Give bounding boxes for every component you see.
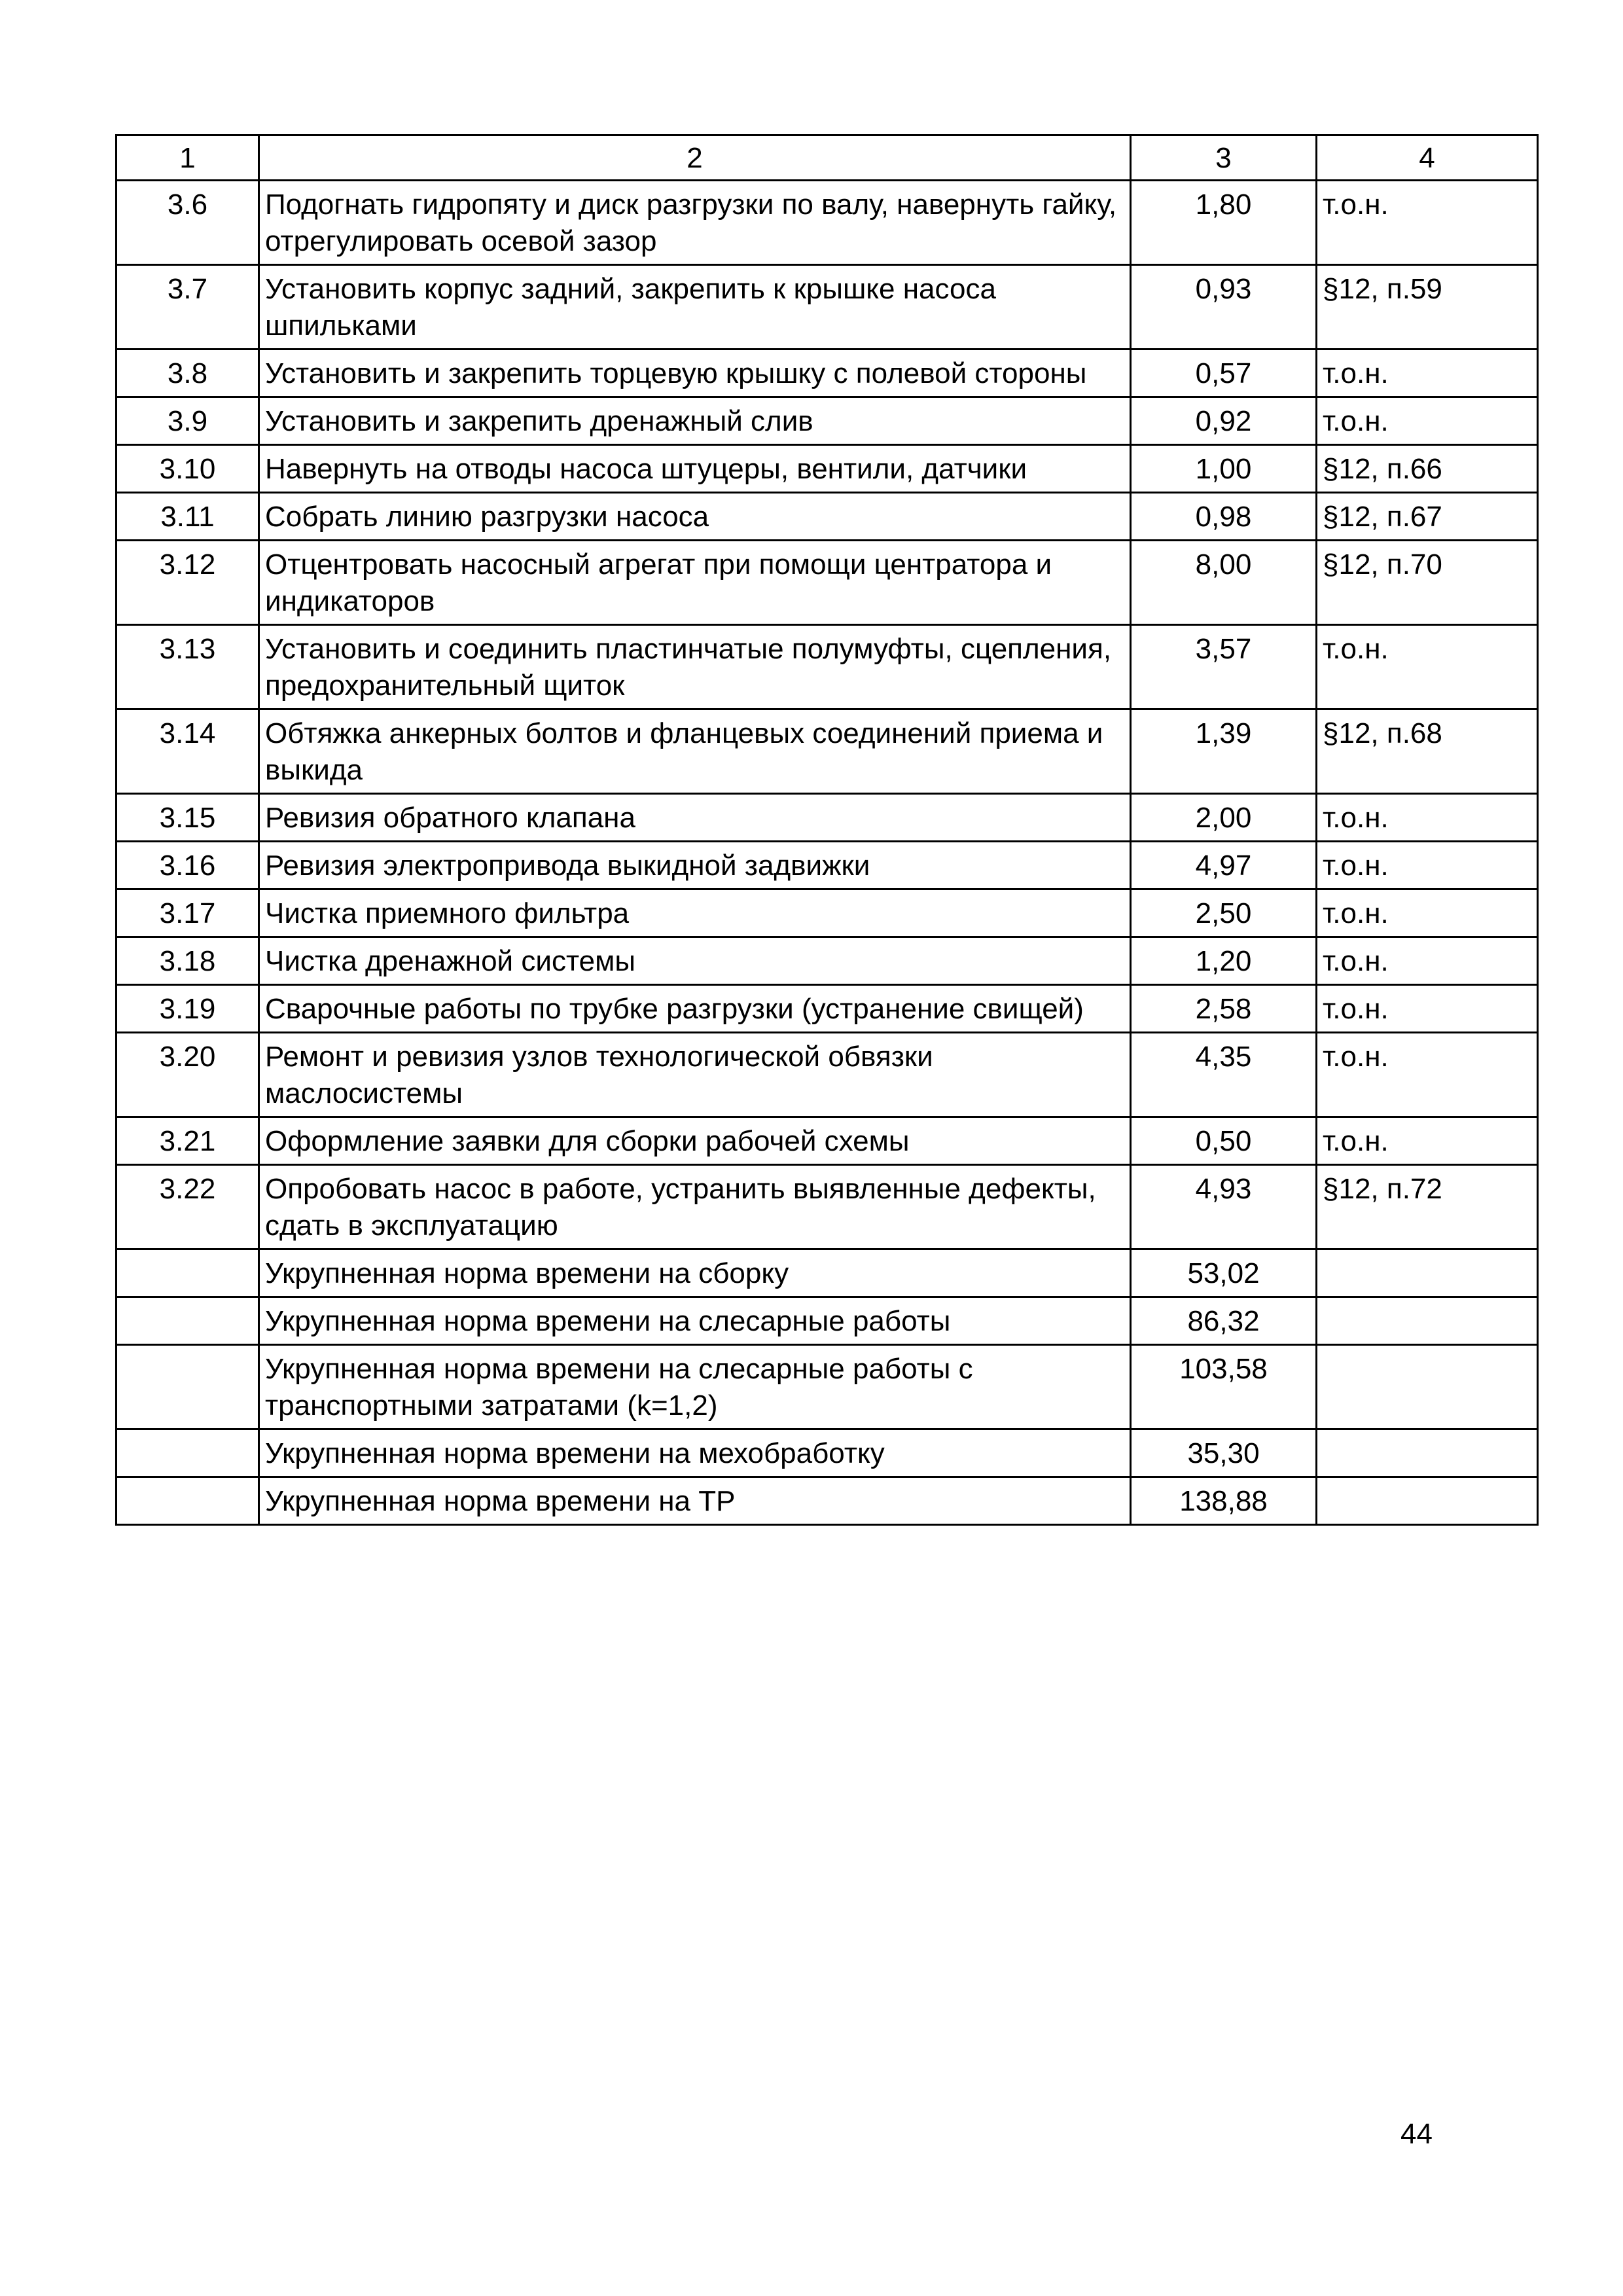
table-row: [116, 445, 1538, 493]
row-number: 3.13: [116, 625, 259, 709]
row-reference: т.о.н.: [1317, 985, 1538, 1033]
row-description: Ремонт и ревизия узлов технологической обвязки маслосистемы: [259, 1033, 1131, 1117]
row-description: Установить и соединить пластинчатые полумуфты, сцепления, предохранительный щиток: [259, 625, 1131, 709]
row-time-norm: 1,39: [1131, 709, 1317, 794]
total-time-norm: 103,58: [1131, 1345, 1317, 1429]
total-number-cell: [116, 1249, 259, 1297]
total-reference-cell: [1317, 1297, 1538, 1345]
row-time-norm: 2,50: [1131, 889, 1317, 937]
total-time-norm: 35,30: [1131, 1429, 1317, 1477]
table-row: [116, 1033, 1538, 1117]
row-reference: §12, п.59: [1317, 265, 1538, 350]
row-description: Установить и закрепить дренажный слив: [259, 397, 1131, 445]
column-number-row: [116, 135, 1538, 181]
row-number: 3.8: [116, 350, 259, 397]
total-description: Укрупненная норма времени на сборку: [259, 1249, 1131, 1297]
table-row: [116, 709, 1538, 794]
row-number: 3.19: [116, 985, 259, 1033]
row-time-norm: 4,93: [1131, 1165, 1317, 1249]
row-time-norm: 2,00: [1131, 794, 1317, 842]
table-row: [116, 541, 1538, 625]
row-number: 3.15: [116, 794, 259, 842]
row-reference: т.о.н.: [1317, 1117, 1538, 1165]
row-description: Чистка приемного фильтра: [259, 889, 1131, 937]
row-time-norm: 1,20: [1131, 937, 1317, 985]
row-time-norm: 3,57: [1131, 625, 1317, 709]
row-number: 3.7: [116, 265, 259, 350]
table-row: [116, 842, 1538, 889]
total-description: Укрупненная норма времени на ТР: [259, 1477, 1131, 1525]
row-reference: §12, п.66: [1317, 445, 1538, 493]
table-row: [116, 397, 1538, 445]
row-time-norm: 2,58: [1131, 985, 1317, 1033]
total-row: [116, 1249, 1538, 1297]
total-reference-cell: [1317, 1477, 1538, 1525]
total-time-norm: 86,32: [1131, 1297, 1317, 1345]
row-description: Ревизия обратного клапана: [259, 794, 1131, 842]
total-reference-cell: [1317, 1429, 1538, 1477]
row-description: Установить корпус задний, закрепить к крышке насоса шпильками: [259, 265, 1131, 350]
row-number: 3.22: [116, 1165, 259, 1249]
row-description: Отцентровать насосный агрегат при помощи центратора и индикаторов: [259, 541, 1131, 625]
row-description: Навернуть на отводы насоса штуцеры, вентили, датчики: [259, 445, 1131, 493]
table-row: [116, 350, 1538, 397]
total-row: [116, 1345, 1538, 1429]
row-number: 3.14: [116, 709, 259, 794]
row-reference: т.о.н.: [1317, 1033, 1538, 1117]
column-number-3: 3: [1131, 135, 1317, 181]
table-row: [116, 493, 1538, 541]
row-number: 3.6: [116, 181, 259, 265]
row-time-norm: 4,35: [1131, 1033, 1317, 1117]
row-time-norm: 0,92: [1131, 397, 1317, 445]
row-reference: т.о.н.: [1317, 181, 1538, 265]
total-number-cell: [116, 1297, 259, 1345]
row-number: 3.11: [116, 493, 259, 541]
row-reference: т.о.н.: [1317, 397, 1538, 445]
table-row: [116, 985, 1538, 1033]
total-reference-cell: [1317, 1345, 1538, 1429]
row-description: Подогнать гидропяту и диск разгрузки по валу, навернуть гайку, отрегулировать осевой зазор: [259, 181, 1131, 265]
row-number: 3.12: [116, 541, 259, 625]
row-description: Чистка дренажной системы: [259, 937, 1131, 985]
row-time-norm: 1,80: [1131, 181, 1317, 265]
table-row: [116, 1165, 1538, 1249]
row-time-norm: 4,97: [1131, 842, 1317, 889]
row-reference: §12, п.68: [1317, 709, 1538, 794]
total-description: Укрупненная норма времени на слесарные работы: [259, 1297, 1131, 1345]
row-description: Установить и закрепить торцевую крышку с полевой стороны: [259, 350, 1131, 397]
row-number: 3.9: [116, 397, 259, 445]
total-reference-cell: [1317, 1249, 1538, 1297]
row-reference: т.о.н.: [1317, 842, 1538, 889]
page-number: 44: [1400, 2118, 1433, 2150]
row-reference: т.о.н.: [1317, 625, 1538, 709]
column-number-4: 4: [1317, 135, 1538, 181]
row-number: 3.20: [116, 1033, 259, 1117]
row-number: 3.18: [116, 937, 259, 985]
row-reference: т.о.н.: [1317, 889, 1538, 937]
row-reference: т.о.н.: [1317, 350, 1538, 397]
row-description: Ревизия электропривода выкидной задвижки: [259, 842, 1131, 889]
table-row: [116, 625, 1538, 709]
row-description: Собрать линию разгрузки насоса: [259, 493, 1131, 541]
column-number-1: 1: [116, 135, 259, 181]
row-description: Обтяжка анкерных болтов и фланцевых соединений приема и выкида: [259, 709, 1131, 794]
total-row: [116, 1429, 1538, 1477]
total-description: Укрупненная норма времени на слесарные работы с транспортными затратами (k=1,2): [259, 1345, 1131, 1429]
row-description: Опробовать насос в работе, устранить выявленные дефекты, сдать в эксплуатацию: [259, 1165, 1131, 1249]
row-reference: т.о.н.: [1317, 794, 1538, 842]
row-time-norm: 1,00: [1131, 445, 1317, 493]
work-norms-table: [115, 134, 1539, 1526]
total-number-cell: [116, 1345, 259, 1429]
total-time-norm: 138,88: [1131, 1477, 1317, 1525]
row-reference: §12, п.70: [1317, 541, 1538, 625]
table-row: [116, 889, 1538, 937]
row-number: 3.21: [116, 1117, 259, 1165]
row-reference: §12, п.67: [1317, 493, 1538, 541]
row-time-norm: 0,93: [1131, 265, 1317, 350]
total-description: Укрупненная норма времени на мехобработку: [259, 1429, 1131, 1477]
total-row: [116, 1477, 1538, 1525]
row-time-norm: 8,00: [1131, 541, 1317, 625]
table-row: [116, 937, 1538, 985]
table-row: [116, 181, 1538, 265]
row-time-norm: 0,50: [1131, 1117, 1317, 1165]
table-row: [116, 1117, 1538, 1165]
row-reference: §12, п.72: [1317, 1165, 1538, 1249]
row-description: Сварочные работы по трубке разгрузки (устранение свищей): [259, 985, 1131, 1033]
table-row: [116, 794, 1538, 842]
total-row: [116, 1297, 1538, 1345]
row-description: Оформление заявки для сборки рабочей схемы: [259, 1117, 1131, 1165]
row-number: 3.10: [116, 445, 259, 493]
row-time-norm: 0,98: [1131, 493, 1317, 541]
column-number-2: 2: [259, 135, 1131, 181]
table-row: [116, 265, 1538, 350]
total-number-cell: [116, 1477, 259, 1525]
row-number: 3.16: [116, 842, 259, 889]
total-number-cell: [116, 1429, 259, 1477]
row-reference: т.о.н.: [1317, 937, 1538, 985]
row-number: 3.17: [116, 889, 259, 937]
row-time-norm: 0,57: [1131, 350, 1317, 397]
total-time-norm: 53,02: [1131, 1249, 1317, 1297]
